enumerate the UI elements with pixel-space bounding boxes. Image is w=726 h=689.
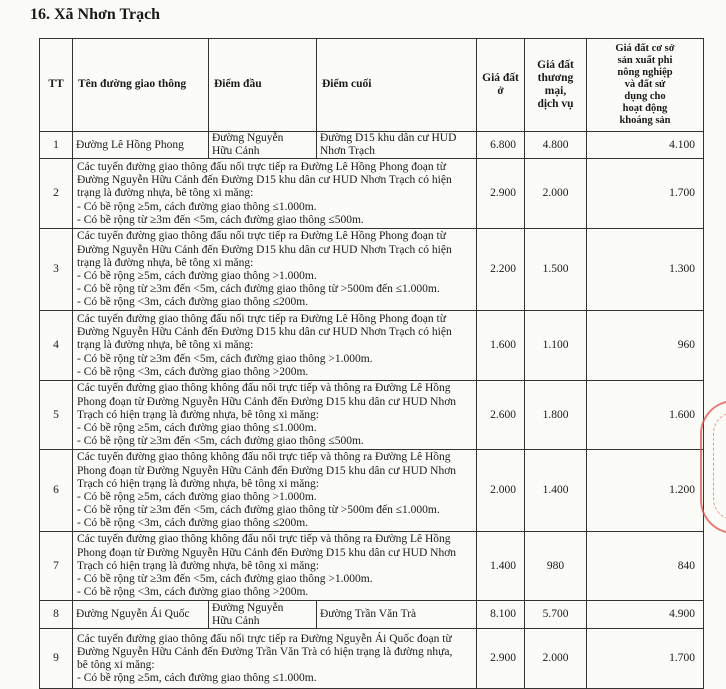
end-point	[317, 132, 477, 159]
table-header-row	[40, 39, 704, 132]
row-number: 7	[40, 532, 73, 601]
commercial-price: 5.700	[525, 601, 587, 629]
header-tt: TT	[40, 39, 73, 132]
nonagricultural-price: 840	[587, 532, 704, 601]
cell-text-line: - Có bề rộng <3m, cách đường giao thông >200m.	[77, 365, 309, 378]
cell-text-line: trạng là đường nhựa, bê tông xi măng:	[77, 187, 254, 200]
residential-price: 2.600	[477, 381, 525, 450]
cell-text-line: Đường Nguyễn Hữu Cảnh đến Đường D15 khu dân cư HUD Nhơn Trạch có hiện	[77, 243, 452, 256]
land-price-table	[39, 38, 704, 689]
commercial-price: 980	[525, 532, 587, 601]
road-description	[73, 532, 477, 601]
red-seal-stamp-inner	[713, 412, 726, 520]
commercial-price: 1.800	[525, 381, 587, 450]
road-name	[73, 601, 209, 629]
cell-text-line: Hữu Cảnh	[212, 145, 260, 158]
cell-text-line: - Có bề rộng từ ≥3m đến <5m, cách đường giao thông >1.000m.	[77, 352, 373, 365]
table-row	[40, 311, 704, 381]
row-number: 9	[40, 629, 73, 689]
cell-text-line: - Có bề rộng từ ≥3m đến <5m, cách đường giao thông >1.000m.	[77, 573, 373, 585]
commercial-price: 1.500	[525, 229, 587, 311]
end-point	[317, 601, 477, 629]
cell-text-line: Các tuyến đường giao thông đấu nối trực tiếp ra Đường Lê Hồng Phong đoạn từ	[77, 230, 446, 243]
nonagricultural-price: 1.700	[587, 159, 704, 229]
nonagricultural-price: 1.300	[587, 229, 704, 311]
cell-text-line: - Có bề rộng từ ≥3m đến <5m, cách đường giao thông từ >500m đến ≤1.000m.	[77, 283, 440, 296]
start-point	[209, 132, 317, 159]
cell-text-line: - Có bề rộng từ ≥3m đến <5m, cách đường giao thông từ >500m đến ≤1.000m.	[77, 504, 440, 517]
row-number: 5	[40, 381, 73, 450]
row-number: 8	[40, 601, 73, 629]
row-number: 1	[40, 132, 73, 159]
nonagricultural-price: 4.100	[587, 132, 704, 159]
row-number: 6	[40, 450, 73, 532]
commercial-price: 1.100	[525, 311, 587, 381]
nonagricultural-price: 1.600	[587, 381, 704, 450]
cell-text-line: - Có bề rộng từ ≥3m đến <5m, cách đường giao thông ≤500m.	[77, 213, 364, 226]
cell-text-line: Các tuyến đường giao thông đấu nối trực tiếp ra Đường Lê Hồng Phong đoạn từ	[77, 312, 446, 325]
residential-price: 2.900	[477, 159, 525, 229]
header-end-point: Điểm cuối	[317, 39, 477, 132]
row-number: 4	[40, 311, 73, 381]
cell-text-line: Phong đoạn từ Đường Nguyễn Hữu Cảnh đến Đường D15 khu dân cư HUD Nhơn	[77, 464, 457, 477]
cell-text-line: - Có bề rộng từ ≥3m đến <5m, cách đường giao thông ≤500m.	[77, 435, 364, 448]
table-row	[40, 381, 704, 450]
residential-price: 8.100	[477, 601, 525, 629]
row-number: 3	[40, 229, 73, 311]
commercial-price: 1.400	[525, 450, 587, 532]
cell-text-line: Các tuyến đường giao thông đấu nối trực tiếp ra Đường Lê Hồng Phong đoạn từ	[77, 160, 446, 173]
cell-text-line: Đường Lê Hồng Phong	[76, 138, 184, 151]
cell-text-line: - Có bề rộng ≥5m, cách đường giao thông >1.000m.	[77, 269, 317, 282]
cell-text-line: - Có bề rộng <3m, cách đường giao thông ≤200m.	[77, 296, 309, 309]
cell-text-line: Các tuyến đường giao thông không đấu nối trực tiếp và thông ra Đường Lê Hồng	[77, 533, 451, 546]
header-start-point: Điểm đầu	[209, 39, 317, 132]
commercial-price: 2.000	[525, 629, 587, 689]
residential-price: 1.400	[477, 532, 525, 601]
road-name	[73, 132, 209, 159]
nonagricultural-price: 960	[587, 311, 704, 381]
header-residential-price: Giá đất ở	[477, 39, 525, 132]
cell-text-line: - Có bề rộng ≥5m, cách đường giao thông ≤1.000m.	[77, 200, 317, 213]
cell-text-line: trạng là đường nhựa, bê tông xi măng:	[77, 256, 254, 269]
cell-text-line: Đường Nguyễn Hữu Cảnh đến Đường D15 khu dân cư HUD Nhơn Trạch có hiện	[77, 174, 452, 187]
cell-text-line: - Có bề rộng ≥5m, cách đường giao thông ≤1.000m.	[77, 672, 317, 685]
cell-text-line: Các tuyến đường giao thông không đấu nối trực tiếp và thông ra Đường Lê Hồng	[77, 382, 451, 395]
cell-text-line: Đường Nguyễn	[212, 601, 284, 614]
residential-price: 6.800	[477, 132, 525, 159]
header-road-name: Tên đường giao thông	[73, 39, 209, 132]
road-description	[73, 229, 477, 311]
residential-price: 1.600	[477, 311, 525, 381]
table-row	[40, 601, 704, 629]
cell-text-line: - Có bề rộng <3m, cách đường giao thông ≤200m.	[77, 517, 309, 530]
cell-text-line: Phong đoạn từ Đường Nguyễn Hữu Cảnh đến Đường D15 khu dân cư HUD Nhơn	[77, 546, 457, 559]
cell-text-line: - Có bề rộng ≥5m, cách đường giao thông ≤1.000m.	[77, 422, 317, 434]
road-description	[73, 381, 477, 450]
cell-text-line: trạng là đường nhựa, bê tông xi măng:	[77, 339, 254, 352]
header-nonagricultural-price: Giá đất cơ sở sản xuất phi nông nghiệp và đất sử dụng cho hoạt động khoáng sản	[587, 39, 704, 132]
cell-text-line: Hữu Cảnh	[212, 614, 260, 627]
cell-text-line: Trạch có hiện trạng là đường nhựa, bê tông xi măng:	[77, 408, 320, 421]
residential-price: 2.200	[477, 229, 525, 311]
cell-text-line: Nhơn Trạch	[320, 145, 375, 158]
section-heading: 16. Xã Nhơn Trạch	[30, 6, 161, 23]
residential-price: 2.000	[477, 450, 525, 532]
road-description	[73, 450, 477, 532]
table-row	[40, 450, 704, 532]
cell-text-line: bê tông xi măng:	[77, 658, 155, 671]
cell-text-line: Đường Nguyễn Hữu Cảnh đến Đường Trần Văn Trà có hiện trạng là đường nhựa,	[77, 645, 453, 658]
cell-text-line: Đường Nguyễn	[212, 132, 284, 144]
cell-text-line: Đường Nguyễn Ái Quốc	[76, 608, 190, 621]
table-row	[40, 132, 704, 159]
commercial-price: 4.800	[525, 132, 587, 159]
commercial-price: 2.000	[525, 159, 587, 229]
start-point	[209, 601, 317, 629]
cell-text-line: - Có bề rộng <3m, cách đường giao thông >200m.	[77, 586, 309, 599]
row-number: 2	[40, 159, 73, 229]
cell-text-line: Đường Trần Văn Trà	[320, 608, 417, 621]
road-description	[73, 159, 477, 229]
table-row	[40, 532, 704, 601]
cell-text-line: Các tuyến đường giao thông đấu nối trực tiếp ra Đường Nguyễn Ái Quốc đoạn từ	[77, 632, 452, 645]
cell-text-line: Đường Nguyễn Hữu Cảnh đến Đường D15 khu dân cư HUD Nhơn Trạch có hiện	[77, 326, 452, 339]
road-description	[73, 311, 477, 381]
cell-text-line: Các tuyến đường giao thông không đấu nối trực tiếp và thông ra Đường Lê Hồng	[77, 451, 451, 464]
cell-text-line: Trạch có hiện trạng là đường nhựa, bê tông xi măng:	[77, 477, 320, 490]
nonagricultural-price: 1.700	[587, 629, 704, 689]
nonagricultural-price: 4.900	[587, 601, 704, 629]
cell-text-line: Đường D15 khu dân cư HUD	[320, 132, 457, 144]
nonagricultural-price: 1.200	[587, 450, 704, 532]
residential-price: 2.900	[477, 629, 525, 689]
cell-text-line: Trạch có hiện trạng là đường nhựa, bê tông xi măng:	[77, 559, 320, 572]
cell-text-line: Phong đoạn từ Đường Nguyễn Hữu Cảnh đến Đường D15 khu dân cư HUD Nhơn	[77, 395, 457, 408]
table-row	[40, 159, 704, 229]
cell-text-line: - Có bề rộng ≥5m, cách đường giao thông >1.000m.	[77, 490, 317, 503]
table-row	[40, 229, 704, 311]
header-commercial-price: Giá đất thương mại, dịch vụ	[525, 39, 587, 132]
